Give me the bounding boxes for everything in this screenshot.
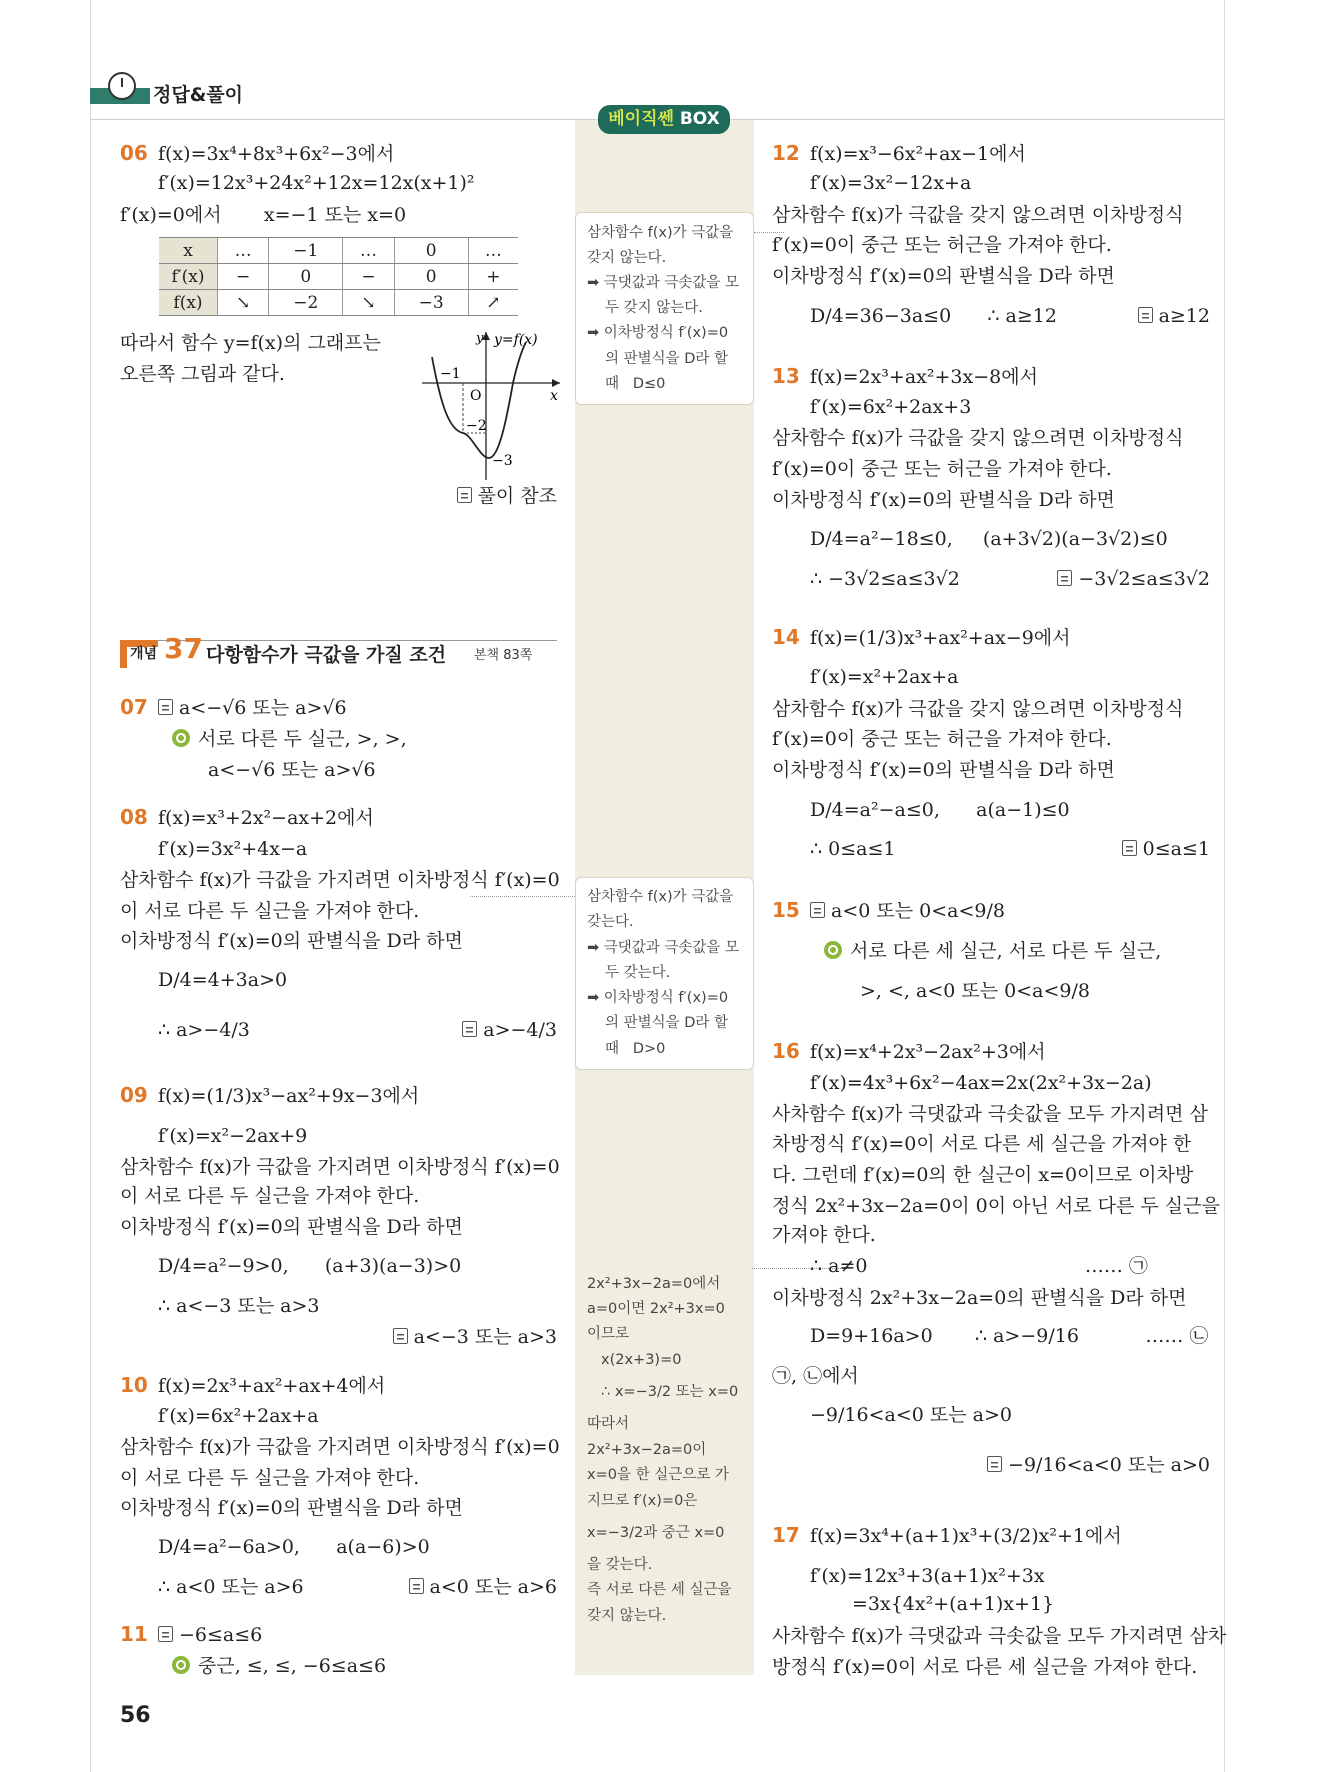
solution-line: 이차방정식 f′(x)=0의 판별식을 D라 하면 — [120, 1497, 463, 1519]
sidebar-note-line: 을 갖는다. — [587, 1557, 653, 1573]
sidebar-box2-line: 갖는다. — [587, 914, 634, 930]
table-cell: −2 — [269, 290, 343, 316]
sidebar-box2-line: 때 D>0 — [605, 1041, 666, 1057]
problem-number: 06 — [120, 141, 148, 165]
alarm-clock-icon — [108, 72, 136, 100]
table-cell: … — [343, 238, 394, 264]
solution-line: 이차방정식 2x²+3x−2a=0의 판별식을 D라 하면 — [772, 1287, 1187, 1309]
sidebar-box1-line: 삼차함수 f(x)가 극값을 — [587, 225, 734, 241]
sidebar-box1-line: 갖지 않는다. — [587, 250, 667, 266]
answer-text: a<−√6 또는 a>√6 — [179, 697, 347, 719]
answer-icon — [158, 1626, 173, 1642]
answer — [158, 695, 347, 721]
solution-line: −9/16<a<0 또는 a>0 — [810, 1404, 1012, 1426]
solution-line: D=9+16a>0 ∴ a>−9/16 …… ㉡ — [810, 1325, 1209, 1347]
sidebar-note-line: x(2x+3)=0 — [601, 1352, 682, 1368]
sidebar-note-line: 갖지 않는다. — [587, 1608, 667, 1624]
solution-line: 삼차함수 f(x)가 극값을 갖지 않으려면 이차방정식 — [772, 427, 1184, 449]
sidebar-note-line: x=−3/2과 중근 x=0 — [587, 1525, 725, 1541]
solution-line: ∴ a>−4/3 — [158, 1019, 250, 1041]
sidebar-box2-line: ➡ 이차방정식 f′(x)=0 — [587, 990, 729, 1006]
hint-line: a<−√6 또는 a>√6 — [208, 759, 376, 781]
table-cell: + — [468, 264, 518, 290]
sidebar-note-line: 2x²+3x−2a=0이 — [587, 1442, 707, 1458]
solution-line: f′(x)=6x²+2ax+a — [158, 1405, 319, 1427]
answer — [1138, 303, 1210, 329]
solution-line: 이차방정식 f′(x)=0의 판별식을 D라 하면 — [120, 930, 463, 952]
table-cell: 0 — [269, 264, 343, 290]
solution-line: 이차방정식 f′(x)=0의 판별식을 D라 하면 — [772, 265, 1115, 287]
sidebar-box1-line: ➡ 극댓값과 극솟값을 모 — [587, 275, 740, 291]
answer-text: −3√2≤a≤3√2 — [1078, 568, 1210, 590]
answer-icon — [1057, 570, 1072, 586]
solution-line: f′(x)=12x³+24x²+12x=12x(x+1)² — [158, 172, 475, 194]
basic-box-badge — [598, 105, 730, 134]
solution-line: f′(x)=3x²+4x−a — [158, 838, 308, 860]
answer-text: 0≤a≤1 — [1142, 838, 1210, 860]
table-cell: … — [218, 238, 269, 264]
solution-line: f′(x)=4x³+6x²−4ax=2x(2x²+3x−2a) — [810, 1072, 1152, 1094]
target-hint-icon — [172, 729, 190, 747]
table-row-x — [159, 238, 518, 264]
solution-line: 삼차함수 f(x)가 극값을 가지려면 이차방정식 f′(x)=0 — [120, 869, 560, 891]
solution-line: D/4=a²−a≤0, a(a−1)≤0 — [810, 799, 1070, 821]
problem-number: 10 — [120, 1373, 148, 1397]
answer-icon — [987, 1456, 1002, 1472]
solution-line: D/4=a²−18≤0, (a+3√2)(a−3√2)≤0 — [810, 528, 1168, 550]
solution-line: 이차방정식 f′(x)=0의 판별식을 D라 하면 — [772, 489, 1115, 511]
solution-line: 따라서 함수 y=f(x)의 그래프는 — [120, 332, 381, 354]
solution-line: f(x)=(1/3)x³−ax²+9x−3에서 — [158, 1085, 420, 1107]
solution-line: 오른쪽 그림과 같다. — [120, 363, 285, 385]
answer-icon — [1138, 307, 1153, 323]
page-border-left — [90, 0, 91, 1772]
answer-icon — [393, 1328, 408, 1344]
problem-number: 09 — [120, 1083, 148, 1107]
function-graph — [400, 330, 570, 490]
problem-number: 16 — [772, 1039, 800, 1063]
target-hint-icon — [824, 941, 842, 959]
sidebar-box1-line: 두 갖지 않는다. — [605, 300, 703, 316]
solution-line: 이차방정식 f′(x)=0의 판별식을 D라 하면 — [120, 1216, 463, 1238]
section-number: 37 — [164, 632, 203, 665]
section-reference-link[interactable]: 본책 83쪽 — [474, 648, 533, 663]
answer — [457, 483, 557, 509]
header-title: 정답&풀이 — [153, 84, 243, 106]
solution-line: D/4=36−3a≤0 ∴ a≥12 — [810, 305, 1057, 327]
solution-line: 가져야 한다. — [772, 1224, 876, 1246]
answer — [1122, 836, 1210, 862]
solution-line: 사차함수 f(x)가 극댓값과 극솟값을 모두 가지려면 삼차 — [772, 1625, 1227, 1647]
solution-line: f(x)=2x³+ax²+3x−8에서 — [810, 366, 1038, 388]
solution-line: D/4=a²−6a>0, a(a−6)>0 — [158, 1536, 430, 1558]
solution-line: 이 서로 다른 두 실근을 가져야 한다. — [120, 900, 420, 922]
answer — [987, 1452, 1210, 1478]
solution-line: 삼차함수 f(x)가 극값을 가지려면 이차방정식 f′(x)=0 — [120, 1156, 560, 1178]
section-title: 다항함수가 극값을 가질 조건 — [206, 644, 447, 666]
problem-number: 11 — [120, 1622, 148, 1646]
solution-line: f′(x)=0이 중근 또는 허근을 가져야 한다. — [772, 728, 1112, 750]
answer-text: a<0 또는 a>6 — [429, 1576, 557, 1598]
table-cell: − — [343, 264, 394, 290]
table-cell: ↗ — [468, 290, 518, 316]
sidebar-box2-line: 의 판별식을 D라 할 — [605, 1015, 729, 1031]
solution-line: 이 서로 다른 두 실근을 가져야 한다. — [120, 1185, 420, 1207]
answer-icon — [158, 699, 173, 715]
answer-text: −6≤a≤6 — [179, 1624, 263, 1646]
solution-line: f′(x)=3x²−12x+a — [810, 172, 972, 194]
solution-line: f(x)=x³+2x²−ax+2에서 — [158, 807, 374, 829]
x-axis-arrow-icon — [552, 379, 560, 387]
solution-line: D/4=4+3a>0 — [158, 969, 288, 991]
solution-line: f′(x)=12x³+3(a+1)x²+3x — [810, 1565, 1045, 1587]
solution-line: f′(x)=0이 중근 또는 허근을 가져야 한다. — [772, 458, 1112, 480]
answer-text: a>−4/3 — [483, 1019, 557, 1041]
solution-line: 다. 그런데 f′(x)=0의 한 실근이 x=0이므로 이차방 — [772, 1164, 1194, 1186]
problem-number: 15 — [772, 898, 800, 922]
sidebar-box1-line: ➡ 이차방정식 f′(x)=0 — [587, 325, 729, 341]
sidebar-note-line: a=0이면 2x²+3x=0 — [587, 1301, 725, 1317]
problem-number: 14 — [772, 625, 800, 649]
solution-line: f(x)=2x³+ax²+ax+4에서 — [158, 1375, 386, 1397]
answer-text: 풀이 참조 — [477, 485, 557, 507]
x-axis-label: x — [550, 388, 558, 404]
answer — [393, 1324, 557, 1350]
problem-number: 13 — [772, 364, 800, 388]
badge-label-2: BOX — [679, 109, 720, 129]
problem-number: 12 — [772, 141, 800, 165]
answer-text: a<0 또는 0<a<9/8 — [831, 900, 1005, 922]
tick-label: −3 — [492, 453, 513, 469]
table-row-function — [159, 290, 518, 316]
badge-label-1: 베이직쎈 — [608, 109, 674, 129]
sidebar-note-line: 지므로 f′(x)=0은 — [587, 1493, 698, 1509]
answer — [1057, 566, 1210, 592]
page-border-right — [1224, 0, 1225, 1772]
solution-line: f′(x)=6x²+2ax+3 — [810, 396, 972, 418]
sidebar-note-line: x=0을 한 실근으로 가 — [587, 1467, 729, 1483]
answer-icon — [462, 1021, 477, 1037]
solution-line: 삼차함수 f(x)가 극값을 갖지 않으려면 이차방정식 — [772, 698, 1184, 720]
answer — [158, 1622, 262, 1648]
table-cell: … — [468, 238, 518, 264]
table-cell: −1 — [269, 238, 343, 264]
solution-line: 사차함수 f(x)가 극댓값과 극솟값을 모두 가지려면 삼 — [772, 1103, 1208, 1125]
answer-icon — [1122, 840, 1137, 856]
sidebar-note-line: 2x²+3x−2a=0에서 — [587, 1276, 721, 1292]
answer-icon — [457, 487, 472, 503]
table-cell: ↘ — [343, 290, 394, 316]
answer-text: a≥12 — [1158, 305, 1210, 327]
sidebar-note-line: 즉 서로 다른 세 실근을 — [587, 1582, 732, 1598]
answer — [810, 898, 1005, 924]
y-axis-label: y — [476, 331, 484, 346]
answer-text: a<−3 또는 a>3 — [413, 1326, 557, 1348]
curve-label: y=f(x) — [494, 332, 538, 348]
answer-icon — [810, 902, 825, 918]
target-hint-icon — [172, 1656, 190, 1674]
hint-line: 서로 다른 두 실근, >, >, — [198, 728, 407, 750]
connector-line — [470, 896, 575, 897]
problem-number: 17 — [772, 1523, 800, 1547]
answer — [409, 1574, 557, 1600]
table-cell: ↘ — [218, 290, 269, 316]
solution-line: =3x{4x²+(a+1)x+1} — [852, 1593, 1055, 1615]
solution-line: ∴ a≠0 …… ㉠ — [810, 1255, 1148, 1277]
sidebar-box2-line: ➡ 극댓값과 극솟값을 모 — [587, 940, 740, 956]
table-header: f′(x) — [159, 264, 218, 290]
table-header: x — [159, 238, 218, 264]
solution-line: f′(x)=x²+2ax+a — [810, 666, 959, 688]
solution-line: f(x)=(1/3)x³+ax²+ax−9에서 — [810, 627, 1071, 649]
table-cell: 0 — [394, 238, 468, 264]
page-number: 56 — [120, 1703, 151, 1728]
tick-label: −1 — [440, 366, 461, 382]
solution-line: 삼차함수 f(x)가 극값을 가지려면 이차방정식 f′(x)=0 — [120, 1436, 560, 1458]
solution-line: 정식 2x²+3x−2a=0이 0이 아닌 서로 다른 두 실근을 — [772, 1195, 1220, 1217]
tick-label: −2 — [466, 418, 487, 434]
solution-line: f′(x)=0에서 x=−1 또는 x=0 — [120, 204, 407, 226]
solution-line: f′(x)=0이 중근 또는 허근을 가져야 한다. — [772, 234, 1112, 256]
hint-line: 중근, ≤, ≤, −6≤a≤6 — [198, 1655, 387, 1677]
solution-line: 이차방정식 f′(x)=0의 판별식을 D라 하면 — [772, 759, 1115, 781]
sidebar-box2-line: 삼차함수 f(x)가 극값을 — [587, 889, 734, 905]
solution-line: 방정식 f′(x)=0이 서로 다른 세 실근을 가져야 한다. — [772, 1656, 1198, 1678]
origin-label: O — [470, 388, 482, 404]
sidebar-note-line: ∴ x=−3/2 또는 x=0 — [601, 1384, 739, 1400]
solution-line: ∴ 0≤a≤1 — [810, 838, 896, 860]
variation-table — [159, 237, 518, 316]
table-header: f(x) — [159, 290, 218, 316]
solution-line: ㉠, ㉡에서 — [772, 1365, 859, 1387]
problem-number: 07 — [120, 695, 148, 719]
solution-line: D/4=a²−9>0, (a+3)(a−3)>0 — [158, 1255, 462, 1277]
solution-line: f(x)=x⁴+2x³−2ax²+3에서 — [810, 1041, 1046, 1063]
solution-line: f(x)=3x⁴+8x³+6x²−3에서 — [158, 143, 395, 165]
solution-line: ∴ a<0 또는 a>6 — [158, 1576, 304, 1598]
answer — [462, 1017, 557, 1043]
table-row-derivative — [159, 264, 518, 290]
solution-line: ∴ a<−3 또는 a>3 — [158, 1295, 320, 1317]
sidebar-box1-line: 의 판별식을 D라 할 — [605, 351, 729, 367]
solution-line: 이 서로 다른 두 실근을 가져야 한다. — [120, 1467, 420, 1489]
solution-line: ∴ −3√2≤a≤3√2 — [810, 568, 960, 590]
solution-line: f′(x)=x²−2ax+9 — [158, 1125, 308, 1147]
sidebar-box1-line: 때 D≤0 — [605, 376, 666, 392]
solution-line: f(x)=x³−6x²+ax−1에서 — [810, 143, 1026, 165]
solution-line: f(x)=3x⁴+(a+1)x³+(3/2)x²+1에서 — [810, 1525, 1122, 1547]
table-cell: −3 — [394, 290, 468, 316]
answer-icon — [409, 1578, 424, 1594]
solution-line: 차방정식 f′(x)=0이 서로 다른 세 실근을 가져야 한 — [772, 1133, 1192, 1155]
hint-line: 서로 다른 세 실근, 서로 다른 두 실근, — [850, 940, 1162, 962]
problem-number: 08 — [120, 805, 148, 829]
sidebar-note-line: 이므로 — [587, 1326, 630, 1342]
table-cell: − — [218, 264, 269, 290]
sidebar-box2-line: 두 갖는다. — [605, 965, 671, 981]
sidebar-note-line: 따라서 — [587, 1416, 630, 1432]
section-badge: 개념 — [130, 646, 158, 662]
solution-line: 삼차함수 f(x)가 극값을 갖지 않으려면 이차방정식 — [772, 204, 1184, 226]
table-cell: 0 — [394, 264, 468, 290]
answer-text: −9/16<a<0 또는 a>0 — [1008, 1454, 1210, 1476]
hint-line: >, <, a<0 또는 0<a<9/8 — [860, 980, 1090, 1002]
